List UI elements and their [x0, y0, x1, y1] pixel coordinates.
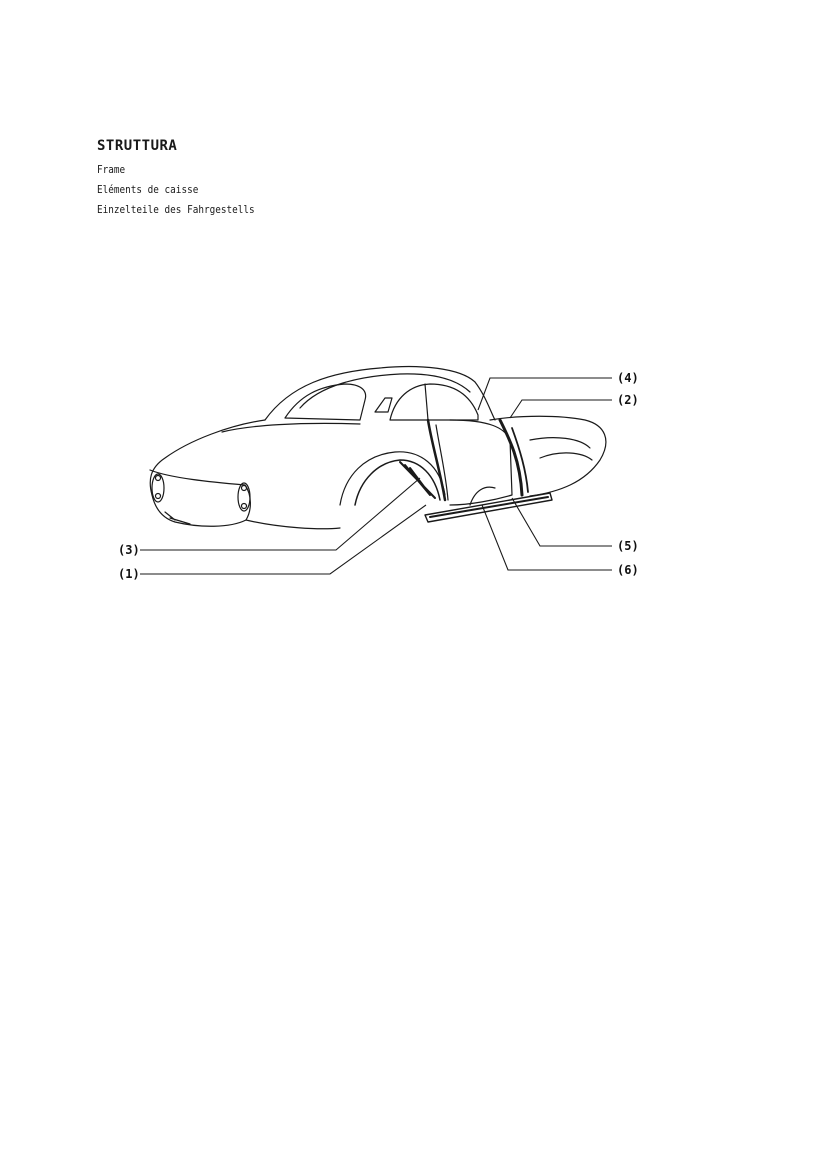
leader-line-1 — [140, 505, 426, 574]
callout-label-5: (5) — [617, 539, 639, 553]
rear-wheelhouse — [355, 460, 440, 505]
rear-deck — [150, 420, 265, 495]
roof-inner-line — [300, 374, 470, 408]
door-outline — [450, 420, 512, 505]
leader-line-5 — [512, 498, 612, 546]
leader-line-2 — [510, 400, 612, 418]
rocker-line — [246, 520, 340, 529]
rear-wheel-arch — [340, 452, 445, 505]
subtitle-english: Frame — [97, 163, 126, 176]
callout-label-2: (2) — [617, 393, 639, 407]
subtitle-german: Einzelteile des Fahrgestells — [97, 203, 255, 216]
callout-label-4: (4) — [617, 371, 639, 385]
callout-label-6: (6) — [617, 563, 639, 577]
leader-line-6 — [482, 505, 612, 570]
leader-line-4 — [478, 378, 612, 410]
callout-label-1: (1) — [118, 567, 140, 581]
callout-label-3: (3) — [118, 543, 140, 557]
page-title: STRUTTURA — [97, 138, 178, 154]
front-body — [490, 416, 606, 496]
quarter-glass — [375, 398, 392, 412]
side-window — [390, 384, 478, 420]
subtitle-french: Eléments de caisse — [97, 183, 199, 196]
